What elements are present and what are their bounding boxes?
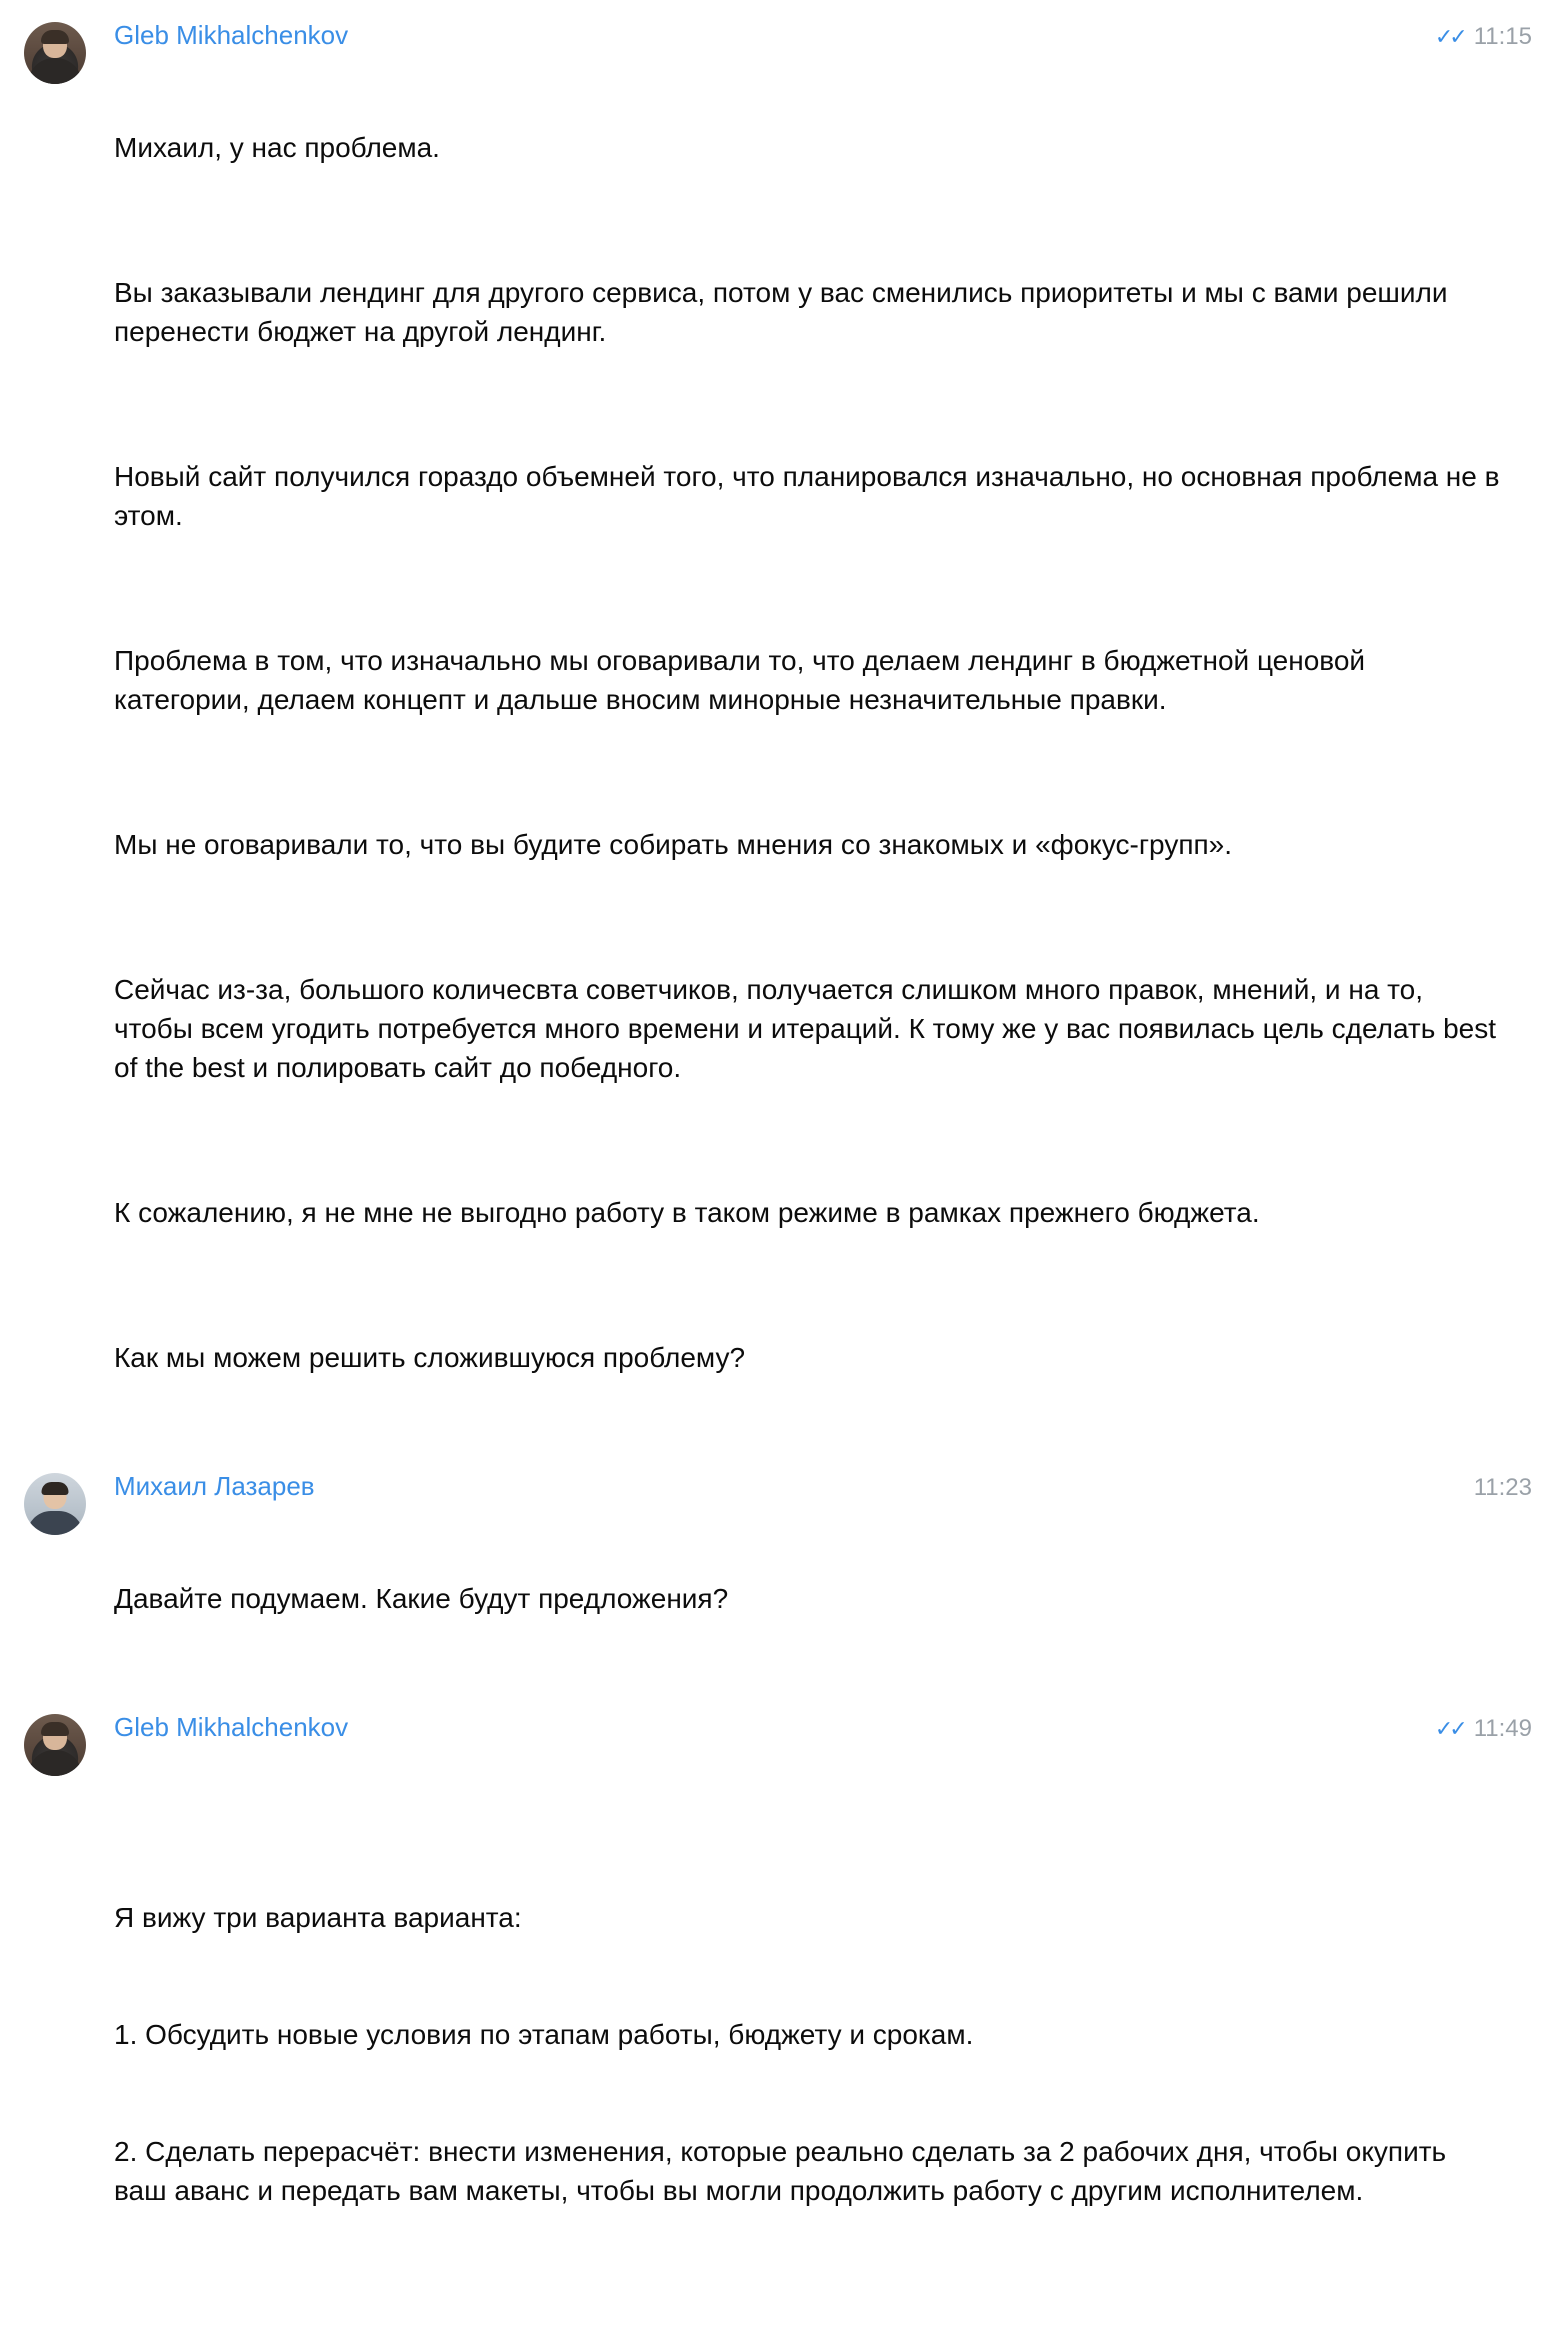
message-author[interactable]: Михаил Лазарев [114,1471,315,1501]
message-author[interactable]: Gleb Mikhalchenkov [114,20,349,50]
message-text [114,1742,1504,2350]
avatar[interactable] [24,1473,86,1535]
message-text [114,50,1508,1455]
message-time: 11:23 [1473,1474,1532,1501]
message-line: Как мы можем решить сложившуюся проблему? [114,1342,746,1373]
message-line: Давайте подумаем. Какие будут предложения? [114,1583,729,1614]
message-line: Вы заказывали лендинг для другого сервиса, потом у вас сменились приоритеты и мы с вами решили перенести бюджет на другой лендинг. [114,277,1456,347]
avatar[interactable] [24,22,86,84]
avatar-shoulders [28,1750,82,1776]
read-receipt-icon: ✓✓ [1434,1716,1464,1741]
avatar[interactable] [24,1714,86,1776]
message-item[interactable] [0,1469,1560,1696]
message-meta [1415,1714,1532,1744]
message-meta [1415,22,1532,52]
message-body [114,1710,1532,2350]
message-author[interactable]: Gleb Mikhalchenkov [114,1712,349,1742]
message-body [114,1469,1532,1696]
avatar-shoulders [28,58,82,84]
message-line: Сейчас из-за, большого количесвта советчиков, получается слишком много правок, мнений, и на то, чтобы всем угодить потребуется много времени и итераций. К тому же у вас появилась цель сделать best of the best и полировать сайт до победного. [114,974,1504,1083]
avatar-column [24,1469,114,1535]
message-line: Я вижу три варианта варианта: [114,1902,522,1933]
message-item[interactable] [0,18,1560,1455]
avatar-column [24,18,114,84]
message-header [114,18,1532,52]
message-header [114,1469,1532,1503]
message-line: Новый сайт получился гораздо объемней того, что планировался изначально, но основная проблема не в этом. [114,461,1508,531]
message-header [114,1710,1532,1744]
message-meta [1415,1473,1532,1503]
avatar-shoulders [27,1511,83,1535]
avatar-column [24,1710,114,1776]
message-line: 1. Обсудить новые условия по этапам работы, бюджету и срокам. [114,2019,974,2050]
message-item[interactable] [0,1710,1560,2350]
message-line: Михаил, у нас проблема. [114,132,440,163]
message-text [114,1501,1504,1696]
message-line: 2. Сделать перерасчёт: внести изменения, которые реально сделать за 2 рабочих дня, чтобы окупить ваш аванс и передать вам макеты, чтобы вы могли продолжить работу с другим исполнителем. [114,2136,1454,2206]
message-line: Мы не оговаривали то, что вы будите собирать мнения со знакомых и «фокус-групп». [114,829,1232,860]
message-line: К сожалению, я не мне не выгодно работу в таком режиме в рамках прежнего бюджета. [114,1197,1260,1228]
message-body [114,18,1532,1455]
message-time: 11:49 [1473,1715,1532,1742]
read-receipt-icon: ✓✓ [1434,24,1464,49]
message-time: 11:15 [1473,23,1532,50]
message-line: Проблема в том, что изначально мы оговаривали то, что делаем лендинг в бюджетной ценовой категории, делаем концепт и дальше вносим минорные незначительные правки. [114,645,1373,715]
